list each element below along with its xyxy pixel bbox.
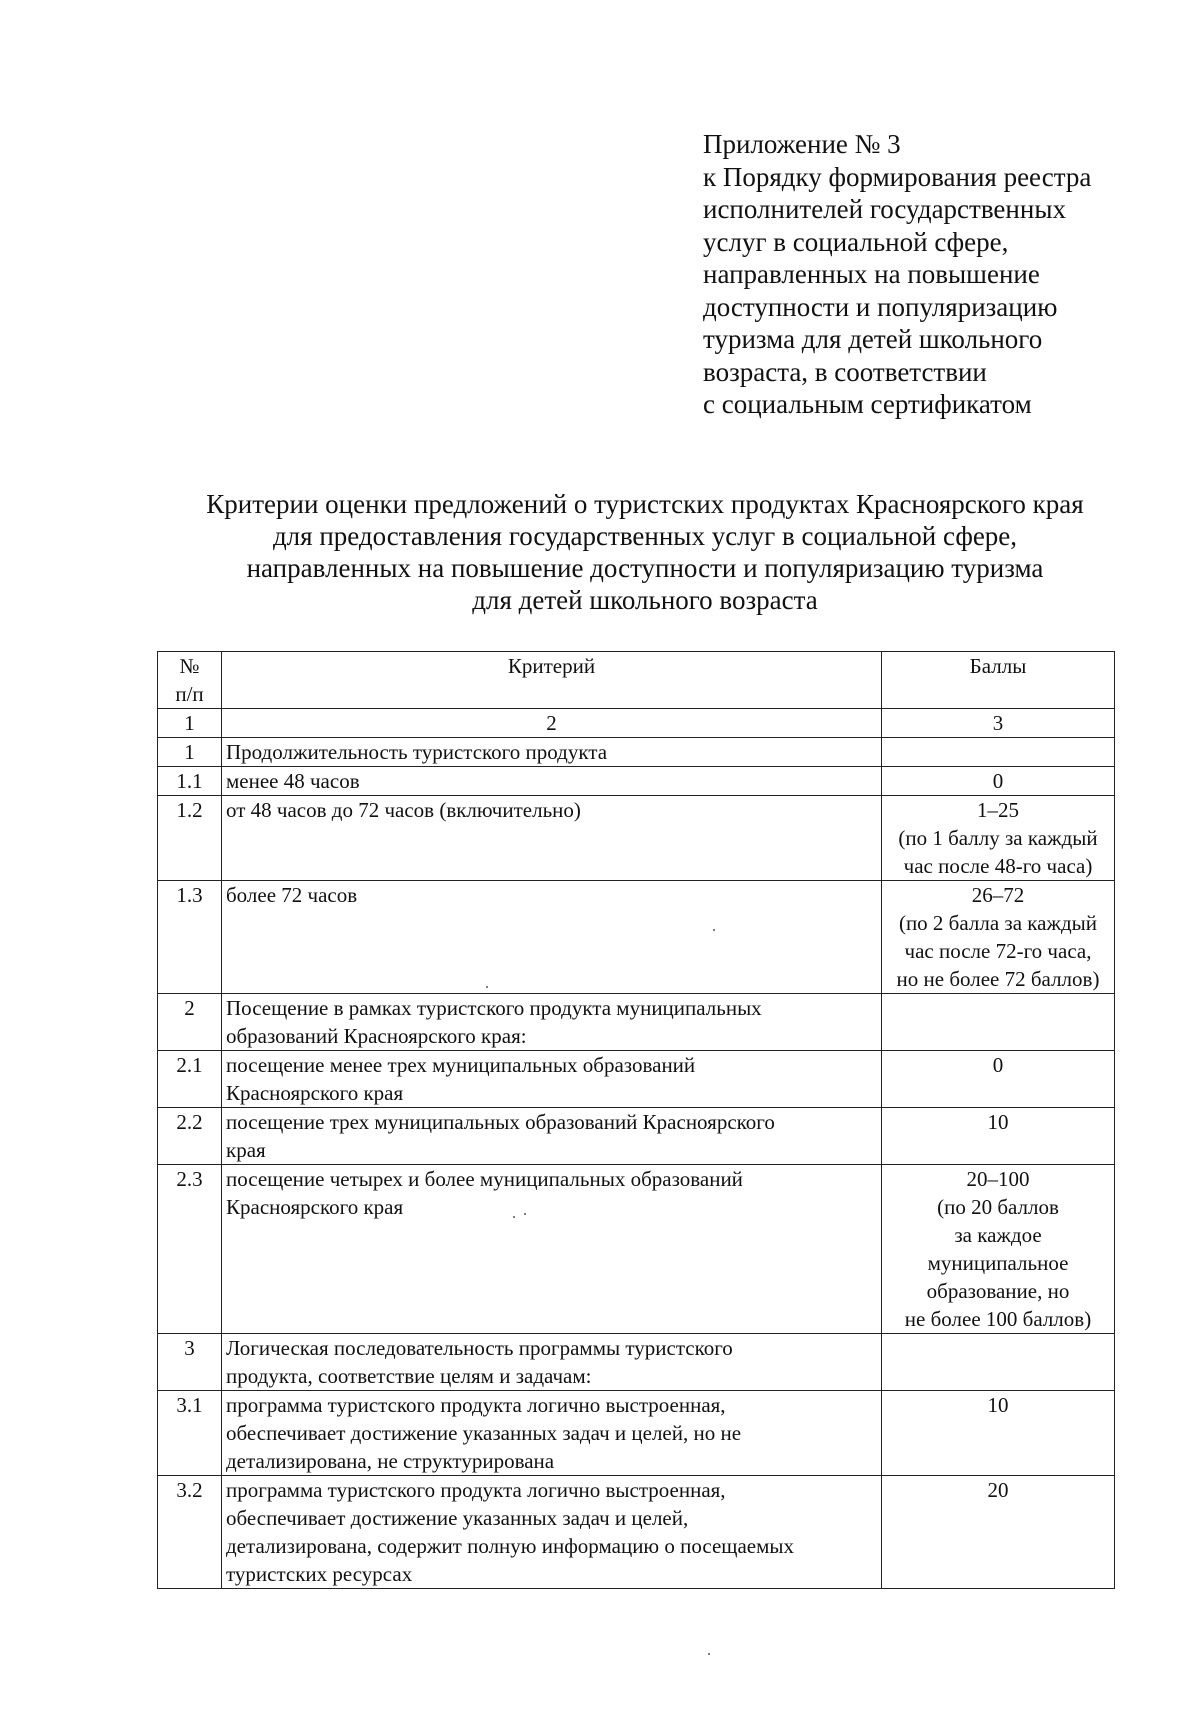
row-criterion <box>222 796 882 881</box>
criterion-line: программа туристского продукта логично выстроенная, <box>226 1393 726 1417</box>
points-line: не более 100 баллов) <box>904 1307 1092 1331</box>
appendix-line: доступности и популяризацию <box>703 291 1058 322</box>
row-criterion <box>222 1334 882 1391</box>
row-points <box>882 1165 1115 1334</box>
scan-speck <box>486 986 488 988</box>
header-num-line: п/п <box>175 682 204 706</box>
column-index-2: 2 <box>222 709 882 738</box>
criterion-line: посещение четырех и более муниципальных образований <box>226 1167 743 1191</box>
table-row <box>158 1108 1115 1165</box>
header-num <box>158 652 222 709</box>
criterion-line: края <box>226 1138 266 1162</box>
row-number: 3 <box>158 1334 222 1391</box>
criterion-line: Продолжительность туристского продукта <box>226 740 608 764</box>
criterion-line: посещение менее трех муниципальных образований <box>226 1053 696 1077</box>
criteria-table <box>157 651 1115 1589</box>
criterion-line: посещение трех муниципальных образований Красноярского <box>226 1110 775 1134</box>
row-points <box>882 796 1115 881</box>
row-criterion <box>222 1165 882 1334</box>
column-index-1: 1 <box>158 709 222 738</box>
scan-speck <box>513 1216 515 1218</box>
row-points <box>882 1051 1115 1108</box>
points-line: час после 48-го часа) <box>903 854 1093 878</box>
scan-speck <box>708 1653 710 1655</box>
row-number: 1 <box>158 738 222 767</box>
row-number: 2.1 <box>158 1051 222 1108</box>
row-points <box>882 738 1115 767</box>
row-points <box>882 1334 1115 1391</box>
row-criterion <box>222 1391 882 1476</box>
appendix-line: с социальным сертификатом <box>703 389 1032 419</box>
row-number: 2.3 <box>158 1165 222 1334</box>
points-line: 10 <box>987 1110 1009 1134</box>
scan-speck <box>524 1213 526 1215</box>
points-line: 10 <box>987 1393 1009 1417</box>
points-line: образование, но <box>926 1279 1070 1303</box>
table-row <box>158 767 1115 796</box>
appendix-line: возраста, в соответствии <box>703 356 987 387</box>
table-header-row <box>158 652 1115 709</box>
points-line: (по 2 балла за каждый <box>898 911 1098 935</box>
points-line: но не более 72 баллов) <box>896 967 1100 991</box>
criterion-line: Логическая последовательность программы туристского <box>226 1336 733 1360</box>
column-index-3: 3 <box>882 709 1115 738</box>
criterion-line: Красноярского края <box>226 1195 404 1219</box>
title-line: для предоставления государственных услуг в социальной сфере, <box>272 521 1018 551</box>
points-line: 1–25 <box>977 798 1019 822</box>
table-row <box>158 1165 1115 1334</box>
appendix-line: туризма для детей школьного <box>703 324 1043 354</box>
document-title <box>120 488 1170 616</box>
table-row <box>158 1391 1115 1476</box>
points-line: (по 20 баллов <box>937 1195 1059 1219</box>
header-points: Баллы <box>882 652 1115 709</box>
points-line: за каждое <box>954 1223 1042 1247</box>
row-criterion <box>222 881 882 994</box>
points-line: 26–72 <box>971 883 1025 907</box>
row-number: 3.1 <box>158 1391 222 1476</box>
criterion-line: продукта, соответствие целям и задачам: <box>226 1364 592 1388</box>
table-row <box>158 738 1115 767</box>
table-row <box>158 1476 1115 1589</box>
row-number: 2.2 <box>158 1108 222 1165</box>
appendix-line: к Порядку формирования реестра <box>703 161 1092 192</box>
row-points <box>882 881 1115 994</box>
criterion-line: от 48 часов до 72 часов (включительно) <box>226 798 581 822</box>
criterion-line: менее 48 часов <box>226 769 360 793</box>
appendix-line: услуг в социальной сфере, <box>703 226 1009 257</box>
criterion-line: образований Красноярского края: <box>226 1024 527 1048</box>
appendix-line: исполнителей государственных <box>703 194 1066 224</box>
criterion-line: детализирована, не структурирована <box>226 1449 555 1473</box>
criterion-line: Посещение в рамках туристского продукта муниципальных <box>226 996 762 1020</box>
title-line: Критерии оценки предложений о туристских продуктах Красноярского края <box>206 489 1084 519</box>
row-points <box>882 1476 1115 1589</box>
row-number: 2 <box>158 994 222 1051</box>
criterion-line: более 72 часов <box>226 883 358 907</box>
row-points <box>882 767 1115 796</box>
criterion-line: обеспечивает достижение указанных задач и целей, <box>226 1506 689 1530</box>
table-body <box>158 709 1115 1589</box>
points-line: 0 <box>992 1053 1004 1077</box>
points-line: час после 72-го часа, <box>904 939 1092 963</box>
row-points <box>882 1108 1115 1165</box>
table-row <box>158 1051 1115 1108</box>
title-line: направленных на повышение доступности и популяризацию туризма <box>246 553 1044 583</box>
appendix-line: направленных на повышение <box>703 259 1040 289</box>
table-row <box>158 796 1115 881</box>
points-line: (по 1 баллу за каждый <box>898 826 1098 850</box>
row-criterion <box>222 994 882 1051</box>
row-number: 1.1 <box>158 767 222 796</box>
title-line: для детей школьного возраста <box>472 585 818 615</box>
criterion-line: детализирована, содержит полную информацию о посещаемых <box>226 1534 794 1558</box>
table-row <box>158 994 1115 1051</box>
criterion-line: программа туристского продукта логично выстроенная, <box>226 1478 726 1502</box>
points-line: 0 <box>992 769 1004 793</box>
points-line: муниципальное <box>927 1251 1069 1275</box>
criterion-line: туристских ресурсах <box>226 1562 413 1586</box>
criterion-line: Красноярского края <box>226 1081 404 1105</box>
row-points <box>882 994 1115 1051</box>
row-points <box>882 1391 1115 1476</box>
points-line: 20 <box>987 1478 1009 1502</box>
appendix-header <box>703 128 1143 421</box>
row-criterion <box>222 1476 882 1589</box>
appendix-line: Приложение № 3 <box>703 129 901 159</box>
row-criterion <box>222 1108 882 1165</box>
table-row <box>158 1334 1115 1391</box>
column-index-row <box>158 709 1115 738</box>
header-num-line: № <box>179 654 200 678</box>
row-criterion <box>222 767 882 796</box>
row-criterion <box>222 1051 882 1108</box>
table-row <box>158 881 1115 994</box>
row-criterion <box>222 738 882 767</box>
row-number: 1.3 <box>158 881 222 994</box>
points-line: 20–100 <box>966 1167 1030 1191</box>
criterion-line: обеспечивает достижение указанных задач и целей, но не <box>226 1421 742 1445</box>
header-criterion: Критерий <box>222 652 882 709</box>
scan-speck <box>713 929 715 931</box>
row-number: 1.2 <box>158 796 222 881</box>
row-number: 3.2 <box>158 1476 222 1589</box>
